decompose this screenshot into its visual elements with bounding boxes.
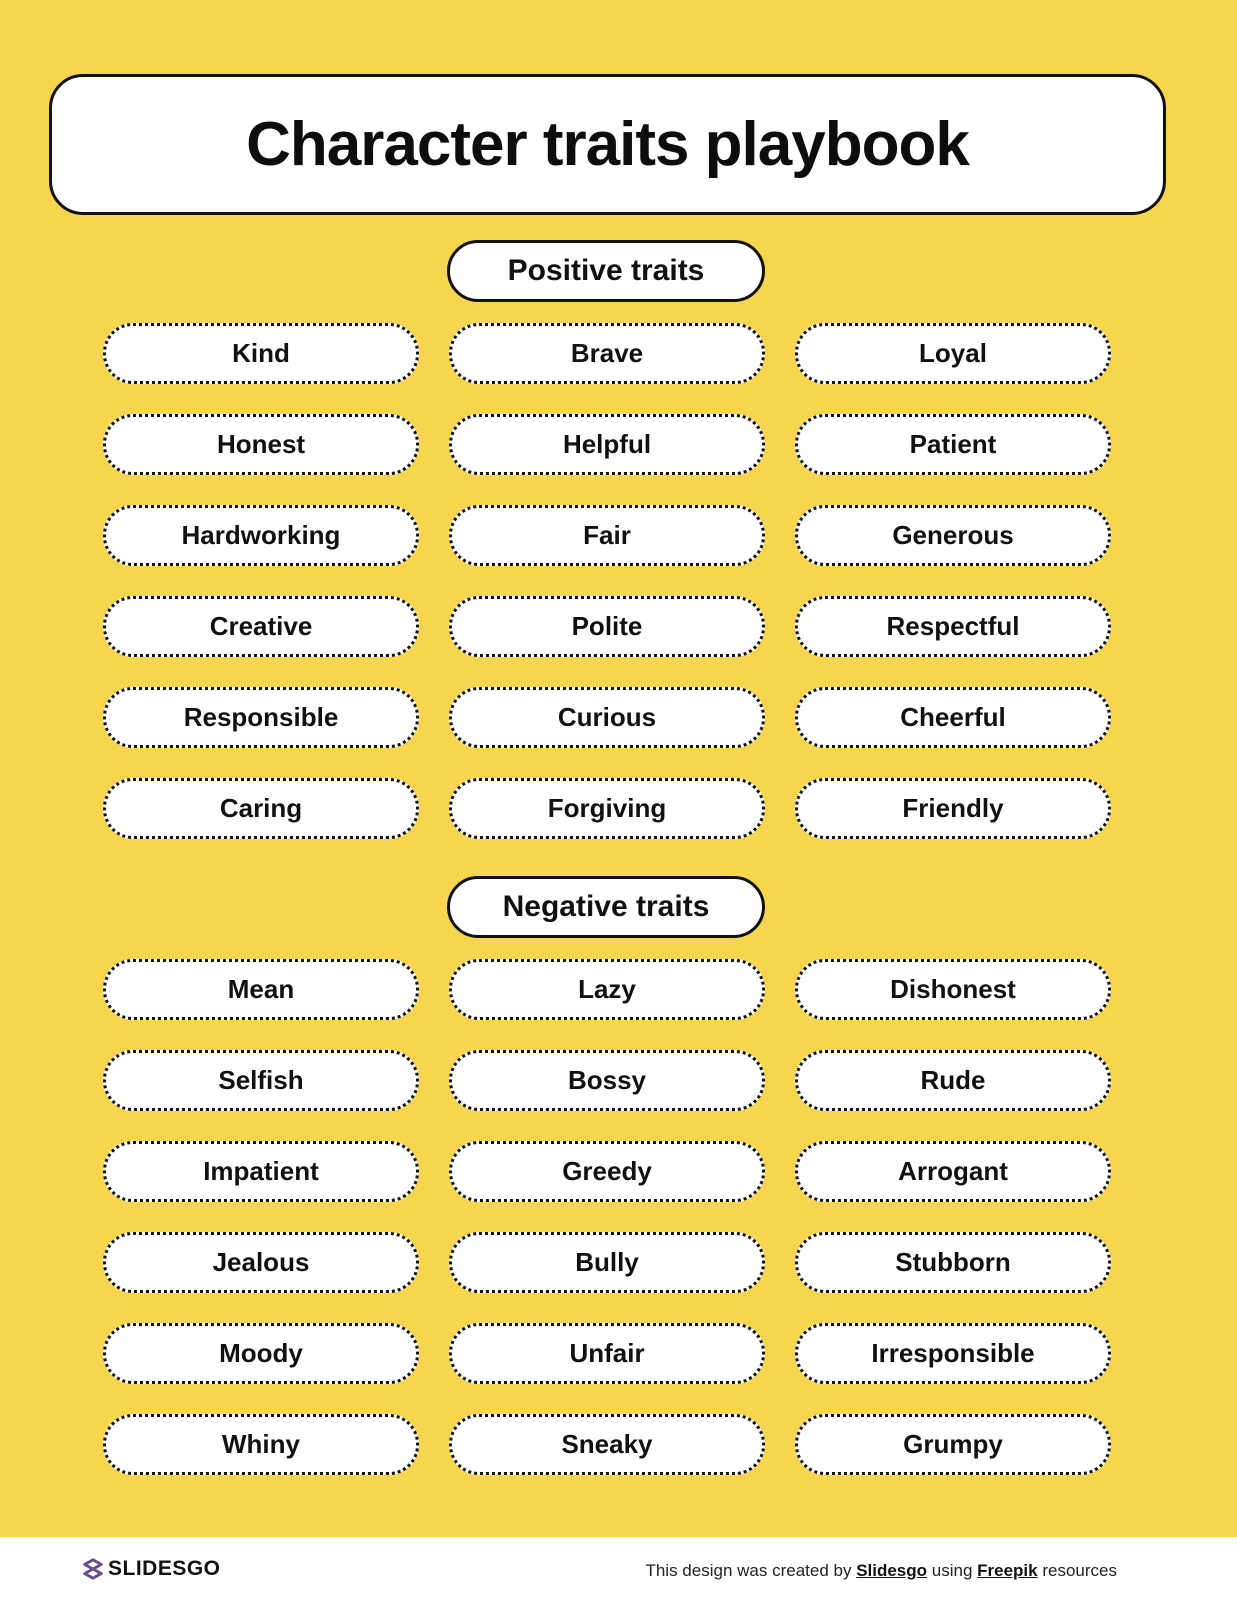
- trait-pill: Curious: [449, 687, 765, 748]
- trait-pill: Greedy: [449, 1141, 765, 1202]
- trait-pill: Loyal: [795, 323, 1111, 384]
- positive-traits-grid: [103, 323, 1111, 839]
- trait-pill: Irresponsible: [795, 1323, 1111, 1384]
- trait-pill: Selfish: [103, 1050, 419, 1111]
- trait-pill: Bossy: [449, 1050, 765, 1111]
- page-title: Character traits playbook: [246, 110, 969, 179]
- credit-suffix: resources: [1037, 1561, 1117, 1580]
- title-banner: [49, 74, 1166, 215]
- trait-pill: Forgiving: [449, 778, 765, 839]
- slidesgo-link[interactable]: Slidesgo: [856, 1561, 928, 1580]
- trait-pill: Unfair: [449, 1323, 765, 1384]
- trait-pill: Arrogant: [795, 1141, 1111, 1202]
- negative-traits-grid: [103, 959, 1111, 1475]
- trait-pill: Stubborn: [795, 1232, 1111, 1293]
- trait-pill: Impatient: [103, 1141, 419, 1202]
- trait-pill: Helpful: [449, 414, 765, 475]
- trait-pill: Creative: [103, 596, 419, 657]
- trait-pill: Rude: [795, 1050, 1111, 1111]
- credit-text: [645, 1561, 1117, 1581]
- trait-pill: Fair: [449, 505, 765, 566]
- trait-pill: Kind: [103, 323, 419, 384]
- section-header-negative: Negative traits: [447, 876, 765, 938]
- trait-pill: Whiny: [103, 1414, 419, 1475]
- trait-pill: Cheerful: [795, 687, 1111, 748]
- freepik-link[interactable]: Freepik: [977, 1561, 1038, 1580]
- logo-text: SLIDESGO: [108, 1557, 221, 1580]
- trait-pill: Mean: [103, 959, 419, 1020]
- trait-pill: Bully: [449, 1232, 765, 1293]
- slidesgo-logo-icon: [82, 1558, 104, 1580]
- trait-pill: Respectful: [795, 596, 1111, 657]
- trait-pill: Patient: [795, 414, 1111, 475]
- trait-pill: Grumpy: [795, 1414, 1111, 1475]
- trait-pill: Moody: [103, 1323, 419, 1384]
- trait-pill: Honest: [103, 414, 419, 475]
- trait-pill: Polite: [449, 596, 765, 657]
- credit-prefix: This design was created by: [645, 1561, 857, 1580]
- trait-pill: Jealous: [103, 1232, 419, 1293]
- section-header-positive: Positive traits: [447, 240, 765, 302]
- trait-pill: Generous: [795, 505, 1111, 566]
- trait-pill: Brave: [449, 323, 765, 384]
- trait-pill: Friendly: [795, 778, 1111, 839]
- slidesgo-logo[interactable]: [82, 1557, 221, 1581]
- footer: [0, 1537, 1237, 1600]
- trait-pill: Hardworking: [103, 505, 419, 566]
- trait-pill: Lazy: [449, 959, 765, 1020]
- trait-pill: Sneaky: [449, 1414, 765, 1475]
- credit-middle: using: [927, 1561, 978, 1580]
- trait-pill: Dishonest: [795, 959, 1111, 1020]
- trait-pill: Responsible: [103, 687, 419, 748]
- trait-pill: Caring: [103, 778, 419, 839]
